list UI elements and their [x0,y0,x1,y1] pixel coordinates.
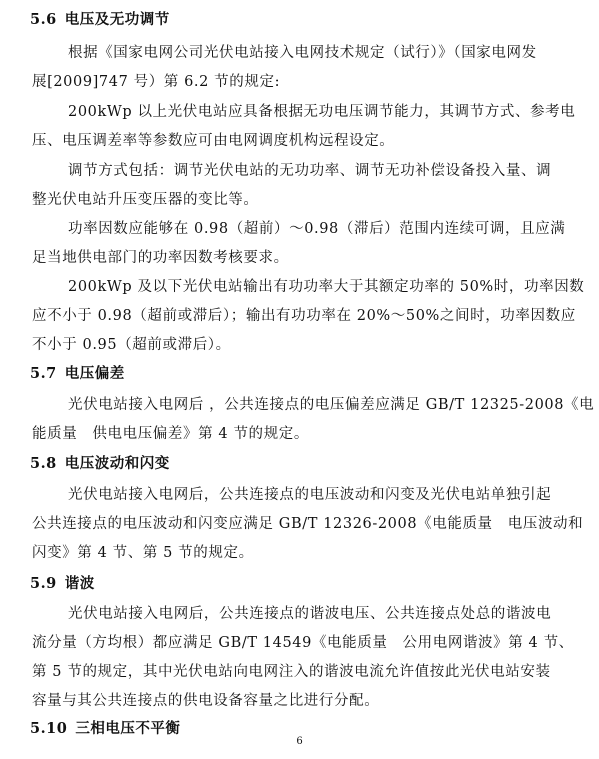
section-title: 电压偏差 [64,365,125,382]
paragraph-line: 调节方式包括：调节光伏电站的无功功率、调节无功补偿设备投入量、调 [68,163,552,179]
section-title: 三相电压不平衡 [75,720,181,737]
section-heading-5-9 [30,572,95,593]
paragraph-line: 能质量 供电电压偏差》第 4 节的规定。 [32,426,309,442]
page-number: 6 [296,736,303,747]
paragraph-line: 展[2009]747 号）第 6.2 节的规定: [32,74,281,90]
paragraph-line: 光伏电站接入电网后，公共连接点的谐波电压、公共连接点处总的谐波电 [68,606,552,622]
paragraph-line: 功率因数应能够在 0.98（超前）～0.98（滞后）范围内连续可调，且应满 [68,221,566,237]
section-number: 5.10 [30,720,68,737]
paragraph-line: 容量与其公共连接点的供电设备容量之比进行分配。 [32,693,380,709]
paragraph-line: 光伏电站接入电网后，公共连接点的电压波动和闪变及光伏电站单独引起 [68,487,552,503]
section-number: 5.9 [30,575,57,592]
section-title: 谐波 [64,575,95,592]
section-heading-5-7 [30,362,125,383]
section-heading-5-6 [30,8,170,29]
paragraph-line: 足当地供电部门的功率因数考核要求。 [32,250,289,266]
paragraph-line: 光伏电站接入电网后 ，公共连接点的电压偏差应满足 GB/T 12325-2008《电 [68,397,595,413]
paragraph-line: 压、电压调差率等参数应可由电网调度机构远程设定。 [32,133,395,149]
paragraph-line: 应不小于 0.98（超前或滞后）；输出有功功率在 20%～50%之间时，功率因数应 [32,308,576,324]
paragraph-line: 不小于 0.95（超前或滞后）。 [32,337,231,353]
paragraph-line: 200kWp 以上光伏电站应具备根据无功电压调节能力，其调节方式、参考电 [68,104,576,120]
section-heading-5-10 [30,717,180,738]
section-number: 5.8 [30,455,57,472]
section-title: 电压波动和闪变 [64,455,170,472]
section-title: 电压及无功调节 [64,11,170,28]
paragraph-line: 200kWp 及以下光伏电站输出有功功率大于其额定功率的 50%时，功率因数 [68,279,585,295]
section-number: 5.7 [30,365,57,382]
paragraph-line: 公共连接点的电压波动和闪变应满足 GB/T 12326-2008《电能质量 电压波动和 [32,516,584,532]
paragraph-line: 第 5 节的规定，其中光伏电站向电网注入的谐波电流允许值按此光伏电站安装 [32,664,551,680]
paragraph-line: 闪变》第 4 节、第 5 节的规定。 [32,545,254,561]
paragraph-line: 整光伏电站升压变压器的变比等。 [32,192,259,208]
section-heading-5-8 [30,452,170,473]
paragraph-line: 流分量（方均根）都应满足 GB/T 14549《电能质量 公用电网谐波》第 4 节、 [32,635,574,651]
section-number: 5.6 [30,11,57,28]
paragraph-line: 根据《国家电网公司光伏电站接入电网技术规定（试行）》（国家电网发 [68,45,537,61]
